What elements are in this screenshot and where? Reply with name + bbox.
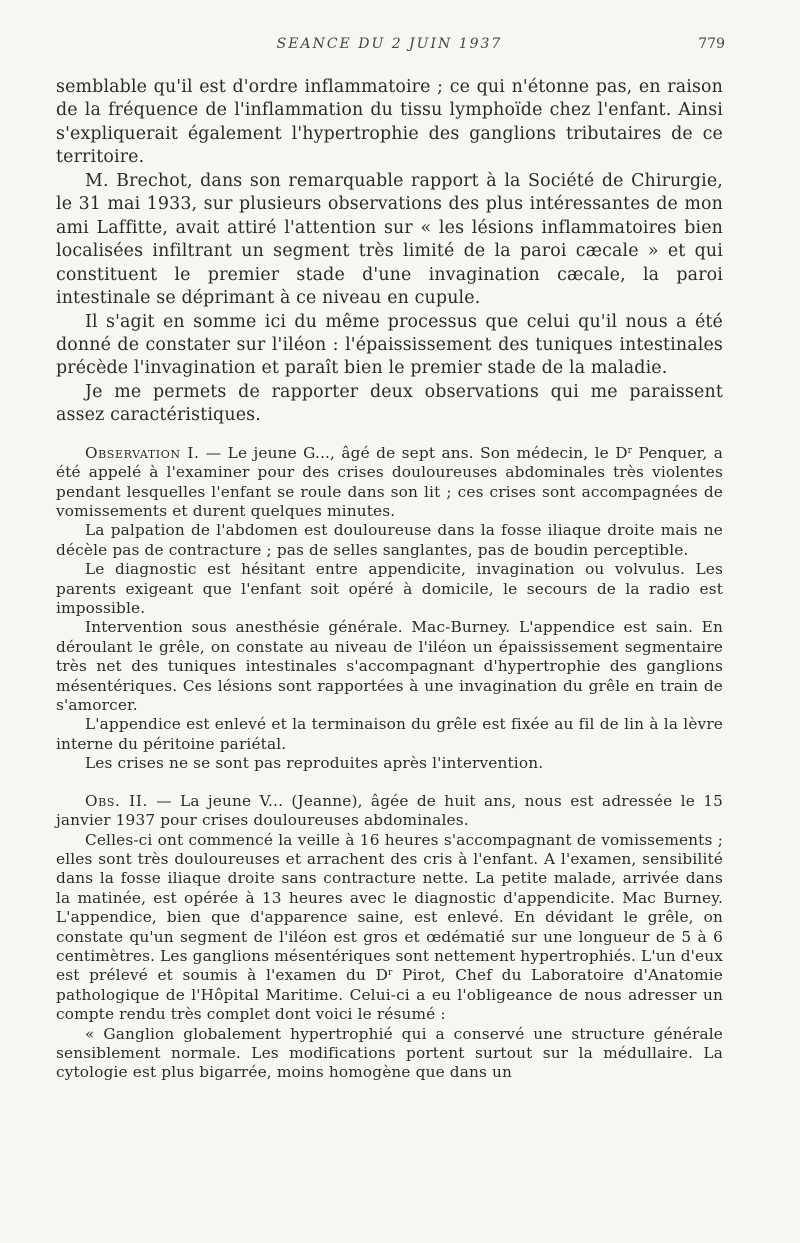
doctor-abbrev: D <box>615 443 628 462</box>
observation-1-intro-text-2: Penquer, a été appelé à l'examiner pour des crises douloureuses abdominales très violentes pendant lesquelles l'enfant se roule dans son lit ; ces crises sont accompagnées de vomissements et durent quelques minutes. <box>56 443 723 521</box>
paragraph: Intervention sous anesthésie générale. Mac-Burney. L'appendice est sain. En déroulant le grêle, on constate au niveau de l'iléon un épaississement segmentaire très net des tuniques intestinales s'accompagnant d'hypertrophie des ganglions mésentériques. Ces lésions sont rapportées à une invagination du grêle en train de s'amorcer. <box>56 618 723 715</box>
observation-2 <box>56 792 723 1083</box>
running-title: SEANCE DU 2 JUIN 1937 <box>276 36 503 52</box>
page-header <box>56 36 723 60</box>
observation-2-intro-text: — La jeune V... (Jeanne), âgée de huit ans, nous est adressée le 15 janvier 1937 pour crises douloureuses abdominales. <box>56 791 723 830</box>
page-number: 779 <box>698 36 725 52</box>
paragraph: Les crises ne se sont pas reproduites après l'intervention. <box>85 754 544 773</box>
paragraph: Le diagnostic est hésitant entre appendicite, invagination ou volvulus. Les parents exigeant que l'enfant soit opéré à domicile, le secours de la radio est impossible. <box>56 560 723 618</box>
observation-heading: Obs. II. <box>85 791 148 810</box>
paragraph: semblable qu'il est d'ordre inflammatoire ; ce qui n'étonne pas, en raison de la fréquence de l'inflammation du tissu lymphoïde chez l'enfant. Ainsi s'expliquerait également l'hypertrophie des ganglions tributaires de ce territoire. <box>56 77 723 168</box>
doctor-abbrev-sup: r <box>388 968 393 979</box>
observation-1-intro-text: — Le jeune G..., âgé de sept ans. Son médecin, le <box>199 443 616 462</box>
observation-1 <box>56 444 723 774</box>
paragraph: Il s'agit en somme ici du même processus que celui qu'il nous a été donné de constater sur l'iléon : l'épaississement des tuniques intestinales précède l'invagination et paraît bien le premier stade de la maladie. <box>56 311 723 379</box>
document-page <box>56 36 723 1083</box>
paragraph-text-2: Pirot, Chef du Laboratoire d'Anatomie pathologique de l'Hôpital Maritime. Celui-ci a eu l'obligeance de nous adresser un compte rendu très complet dont voici le résumé : <box>56 966 723 1024</box>
main-text <box>56 76 723 428</box>
quote-paragraph: « Ganglion globalement hypertrophié qui a conservé une structure générale sensiblement normale. Les modifications portent surtout sur la médullaire. La cytologie est plus bigarrée, moins homogène que dans un <box>56 1024 723 1082</box>
doctor-abbrev-sup: r <box>627 445 633 456</box>
observation-1-intro <box>56 444 723 522</box>
doctor-abbrev: D <box>375 966 388 985</box>
observation-heading: Observation I. <box>85 443 200 462</box>
paragraph: M. Brechot, dans son remarquable rapport à la Société de Chirurgie, le 31 mai 1933, sur plusieurs observations des plus intéressantes de mon ami Laffitte, avait attiré l'attention sur « les lésions inflammatoires bien localisées infiltrant un segment très limité de la paroi cæcale » et qui constituent le premier stade d'une invagination cæcale, la paroi intestinale se déprimant à ce niveau en cupule. <box>56 170 723 309</box>
paragraph: La palpation de l'abdomen est douloureuse dans la fosse iliaque droite mais ne décèle pas de contracture ; pas de selles sanglantes, pas de boudin perceptible. <box>56 521 723 559</box>
paragraph <box>56 831 723 1025</box>
observation-2-intro <box>56 792 723 831</box>
paragraph-text: Celles-ci ont commencé la veille à 16 heures s'accompagnant de vomissements ; elles sont très douloureuses et arrachent des cris à l'enfant. A l'examen, sensibilité dans la fosse iliaque droite sans contracture nette. La petite malade, arrivée dans la matinée, est opérée à 13 heures avec le diagnostic d'appendicite. Mac Burney. L'appendice, bien que d'apparence saine, est enlevé. En dévidant le grêle, on constate qu'un segment de l'iléon est gros et œdématié sur une longueur de 5 à 6 centimètres. Les ganglions mésentériques sont nettement hypertrophiés. L'un d'eux est prélevé et soumis à l'examen du <box>56 830 724 985</box>
paragraph: Je me permets de rapporter deux observations qui me paraissent assez caractéristiques. <box>56 381 723 426</box>
paragraph: L'appendice est enlevé et la terminaison du grêle est fixée au fil de lin à la lèvre interne du péritoine pariétal. <box>56 715 723 753</box>
